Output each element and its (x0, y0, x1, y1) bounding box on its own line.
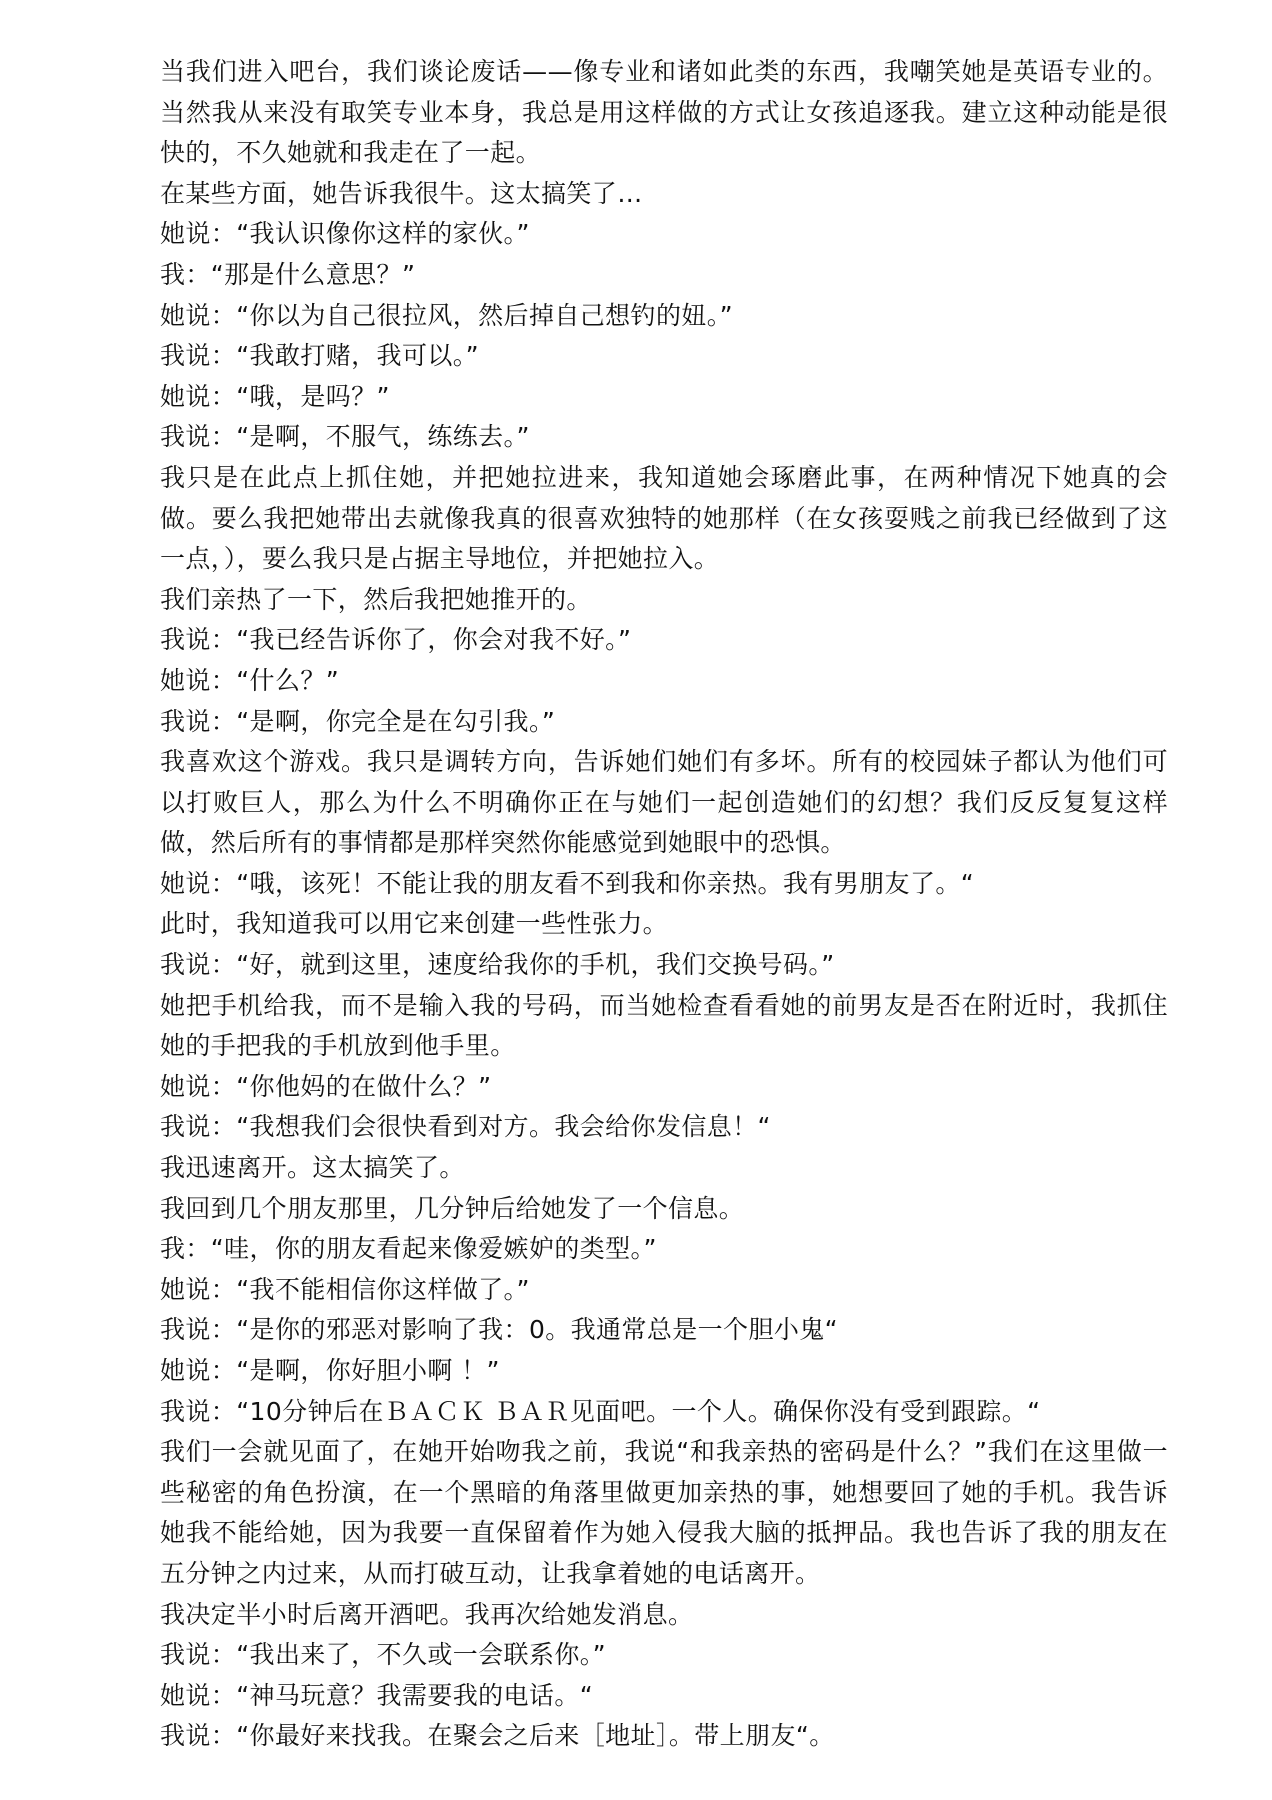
paragraph: 她说：“什么？” (160, 665, 340, 695)
paragraph: 我说：“是啊，不服气，练练去。” (160, 422, 530, 452)
paragraph: 她说：“你他妈的在做什么？” (160, 1071, 492, 1101)
paragraph: 我：“哇，你的朋友看起来像爱嫉妒的类型。” (160, 1234, 657, 1264)
paragraph: 我：“那是什么意思？” (160, 259, 416, 289)
paragraph: 她说：“我认识像你这样的家伙。” (160, 219, 530, 249)
paragraph: 我说：“我敢打赌，我可以。” (160, 341, 480, 371)
paragraph: 她把手机给我，而不是输入我的号码，而当她检查看看她的前男友是否在附近时，我抓住她的手把我的手机放到他手里。 (160, 990, 1168, 1061)
paragraph: 我说：“你最好来找我。在聚会之后来［地址］。带上朋友“。 (160, 1721, 835, 1751)
paragraph: 我说：“好，就到这里，速度给我你的手机，我们交换号码。” (160, 950, 835, 980)
paragraph: 我说：“我出来了，不久或一会联系你。” (160, 1640, 607, 1670)
paragraph: 她说：“是啊，你好胆小啊 ！” (160, 1356, 500, 1385)
paragraph: 她说：“我不能相信你这样做了。” (160, 1274, 530, 1304)
paragraph: 我决定半小时后离开酒吧。我再次给她发消息。 (160, 1599, 694, 1629)
paragraph: 当我们进入吧台，我们谈论废话——像专业和诸如此类的东西，我嘲笑她是英语专业的。当然我从来没有取笑专业本身，我总是用这样做的方式让女孩追逐我。建立这种动能是很快的，不久她就和我走在了一起。 (160, 57, 1168, 168)
paragraph: 我回到几个朋友那里，几分钟后给她发了一个信息。 (160, 1193, 745, 1223)
paragraph: 此时，我知道我可以用它来创建一些性张力。 (160, 909, 669, 939)
paragraph: 我迅速离开。这太搞笑了。 (160, 1153, 465, 1183)
paragraph: 我说：“我想我们会很快看到对方。我会给你发信息！“ (160, 1112, 771, 1142)
paragraph: 她说：“哦，该死！不能让我的朋友看不到我和你亲热。我有男朋友了。“ (160, 868, 975, 898)
paragraph: 我们亲热了一下，然后我把她推开的。 (160, 584, 592, 614)
paragraph: 我说：“10分钟后在ＢＡＣＫ ＢＡＲ见面吧。一个人。确保你没有受到跟踪。“ (160, 1396, 1041, 1426)
paragraph: 我说：“是你的邪恶对影响了我：0。我通常总是一个胆小鬼“ (160, 1315, 839, 1345)
paragraph: 她说：“你以为自己很拉风，然后掉自己想钓的妞。” (160, 300, 734, 330)
paragraph: 我只是在此点上抓住她，并把她拉进来，我知道她会琢磨此事，在两种情况下她真的会做。要么我把她带出去就像我真的很喜欢独特的她那样（在女孩耍贱之前我已经做到了这一点，），要么我只是占据主导地位，并把她拉入。 (160, 462, 1168, 574)
paragraph: 我们一会就见面了，在她开始吻我之前，我说“和我亲热的密码是什么？”我们在这里做一些秘密的角色扮演，在一个黑暗的角落里做更加亲热的事，她想要回了她的手机。我告诉她我不能给她，因为我要一直保留着作为她入侵我大脑的抵押品。我也告诉了我的朋友在五分钟之内过来，从而打破互动，让我拿着她的电话离开。 (160, 1437, 1168, 1588)
paragraph: 我说：“我已经告诉你了，你会对我不好。” (160, 625, 632, 655)
paragraph: 她说：“哦，是吗？” (160, 381, 390, 411)
paragraph: 在某些方面，她告诉我很牛。这太搞笑了… (160, 178, 643, 208)
paragraph: 她说：“神马玩意？我需要我的电话。“ (160, 1680, 594, 1710)
paragraph: 我喜欢这个游戏。我只是调转方向，告诉她们她们有多坏。所有的校园妹子都认为他们可以打败巨人，那么为什么不明确你正在与她们一起创造她们的幻想？我们反反复复这样做，然后所有的事情都是那样突然你能感觉到她眼中的恐惧。 (160, 747, 1168, 858)
paragraph: 我说：“是啊，你完全是在勾引我。” (160, 706, 556, 736)
body-text (160, 52, 1168, 1757)
